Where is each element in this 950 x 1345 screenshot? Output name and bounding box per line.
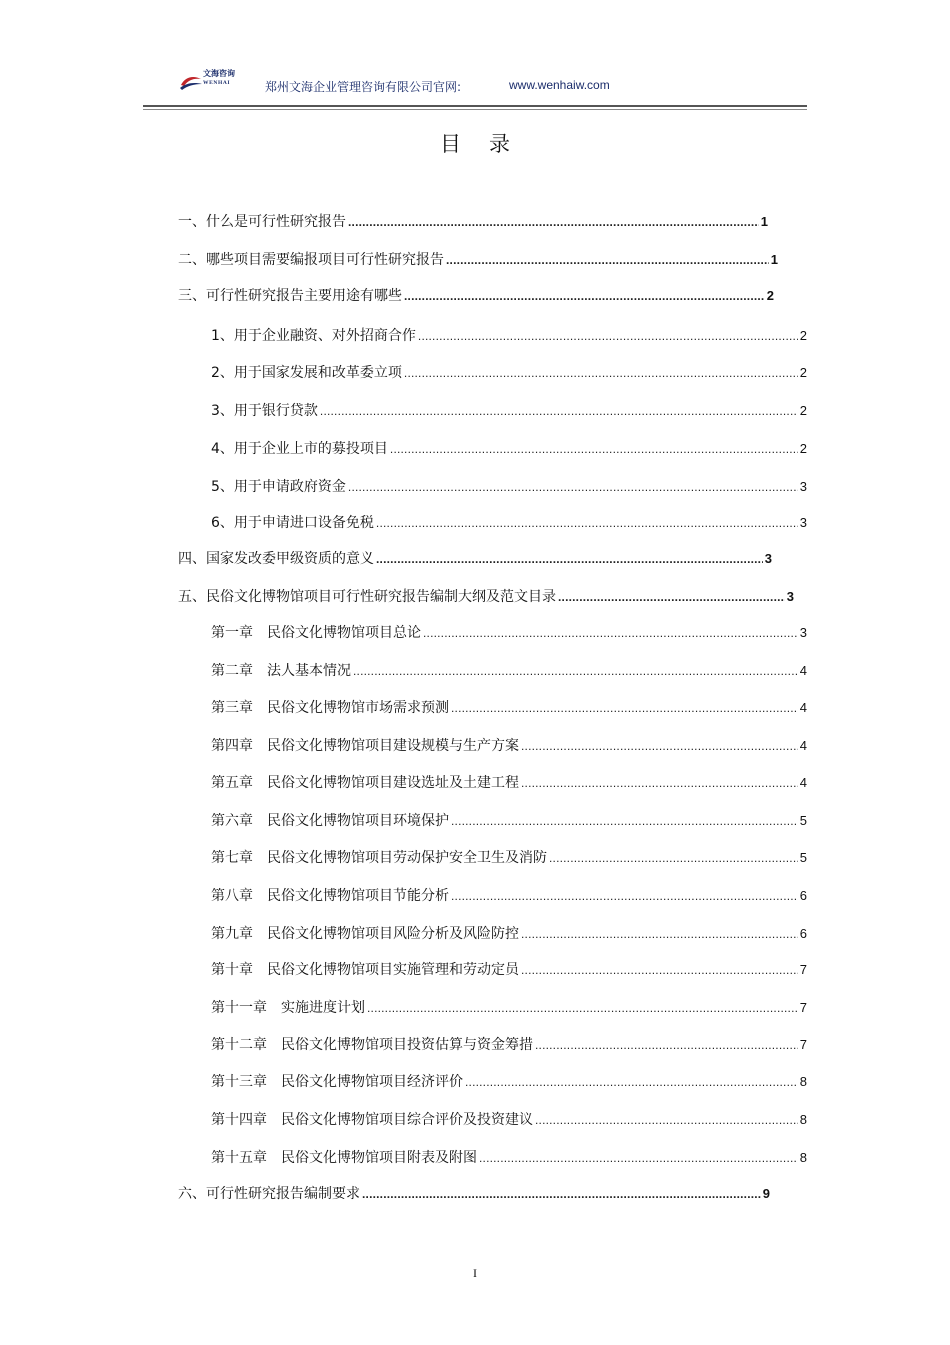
toc-entry-page: 8 xyxy=(799,1150,807,1165)
toc-entry[interactable] xyxy=(178,212,768,232)
toc-leader xyxy=(376,513,798,533)
toc-entry[interactable] xyxy=(178,1184,770,1204)
toc-entry-page: 7 xyxy=(799,1037,807,1052)
toc-entry[interactable] xyxy=(211,513,807,533)
logo-text-cn: 文海咨询 xyxy=(203,68,235,78)
toc-entry[interactable] xyxy=(211,363,807,383)
toc-leader xyxy=(404,363,798,383)
toc-entry-label: 第十四章 民俗文化博物馆项目综合评价及投资建议 xyxy=(211,1112,533,1128)
toc-entry-page: 7 xyxy=(799,962,807,977)
toc-leader xyxy=(451,698,798,718)
toc-entry[interactable] xyxy=(211,326,807,346)
company-name: 郑州文海企业管理咨询有限公司官网: xyxy=(265,80,462,94)
toc-leader xyxy=(353,661,798,681)
toc-entry-label: 第九章 民俗文化博物馆项目风险分析及风险防控 xyxy=(211,926,519,942)
toc-entry-label: 第十五章 民俗文化博物馆项目附表及附图 xyxy=(211,1150,477,1166)
toc-leader xyxy=(418,326,798,346)
page-title: 目录 xyxy=(440,132,538,156)
toc-leader xyxy=(521,773,798,793)
toc-entry-label: 第五章 民俗文化博物馆项目建设选址及土建工程 xyxy=(211,775,519,791)
toc-entry[interactable] xyxy=(178,587,794,607)
toc-leader xyxy=(521,924,798,944)
toc-leader xyxy=(465,1072,798,1092)
toc-entry[interactable] xyxy=(211,698,807,718)
toc-leader xyxy=(446,250,769,270)
toc-leader xyxy=(535,1110,798,1130)
toc-leader xyxy=(549,848,798,868)
toc-leader xyxy=(348,477,798,497)
toc-entry-label: 6、用于申请进口设备免税 xyxy=(211,515,374,531)
toc-entry-page: 2 xyxy=(799,441,807,456)
toc-entry-label: 第三章 民俗文化博物馆市场需求预测 xyxy=(211,700,449,716)
toc-entry[interactable] xyxy=(211,439,807,459)
toc-entry-label: 第四章 民俗文化博物馆项目建设规模与生产方案 xyxy=(211,738,519,754)
toc-entry-page: 2 xyxy=(766,288,774,303)
toc-entry-label: 六、可行性研究报告编制要求 xyxy=(178,1186,360,1202)
toc-entry-page: 4 xyxy=(799,663,807,678)
toc-entry[interactable] xyxy=(211,960,807,980)
toc-entry-page: 8 xyxy=(799,1074,807,1089)
toc-entry-label: 第十二章 民俗文化博物馆项目投资估算与资金筹措 xyxy=(211,1037,533,1053)
toc-leader xyxy=(558,587,785,607)
toc-entry-page: 7 xyxy=(799,1000,807,1015)
toc-entry-page: 3 xyxy=(786,589,794,604)
toc-entry[interactable] xyxy=(211,401,807,421)
toc-entry-label: 5、用于申请政府资金 xyxy=(211,479,346,495)
toc-entry-label: 一、什么是可行性研究报告 xyxy=(178,214,346,230)
toc-leader xyxy=(535,1035,798,1055)
toc-entry-page: 4 xyxy=(799,738,807,753)
toc-entry-label: 2、用于国家发展和改革委立项 xyxy=(211,365,402,381)
toc-entry-page: 2 xyxy=(799,365,807,380)
toc-entry-page: 2 xyxy=(799,403,807,418)
toc-leader xyxy=(367,998,798,1018)
toc-leader xyxy=(390,439,798,459)
toc-leader xyxy=(423,623,798,643)
toc-entry-label: 第一章 民俗文化博物馆项目总论 xyxy=(211,625,421,641)
toc-leader xyxy=(521,736,798,756)
toc-entry-page: 2 xyxy=(799,328,807,343)
toc-entry-label: 四、国家发改委甲级资质的意义 xyxy=(178,551,374,567)
toc-entry-page: 3 xyxy=(799,625,807,640)
toc-entry-label: 三、可行性研究报告主要用途有哪些 xyxy=(178,288,402,304)
toc-entry-page: 4 xyxy=(799,775,807,790)
toc-entry-label: 第十三章 民俗文化博物馆项目经济评价 xyxy=(211,1074,463,1090)
toc-entry[interactable] xyxy=(178,286,774,306)
logo-text-en: WENHAI xyxy=(203,80,231,86)
toc-entry-page: 3 xyxy=(764,551,772,566)
website-url: www.wenhaiw.com xyxy=(509,78,610,92)
toc-entry[interactable] xyxy=(211,1072,807,1092)
toc-entry-page: 9 xyxy=(762,1186,770,1201)
toc-entry-page: 4 xyxy=(799,700,807,715)
toc-entry-page: 3 xyxy=(799,515,807,530)
toc-entry[interactable] xyxy=(178,549,772,569)
toc-entry[interactable] xyxy=(211,1110,807,1130)
toc-entry-page: 8 xyxy=(799,1112,807,1127)
toc-entry-page: 5 xyxy=(799,850,807,865)
toc-entry[interactable] xyxy=(211,1148,807,1168)
toc-entry-page: 6 xyxy=(799,888,807,903)
toc-entry[interactable] xyxy=(211,1035,807,1055)
toc-entry-label: 4、用于企业上市的募投项目 xyxy=(211,441,388,457)
toc-entry-page: 1 xyxy=(770,252,778,267)
toc-entry-label: 第七章 民俗文化博物馆项目劳动保护安全卫生及消防 xyxy=(211,850,547,866)
toc-entry[interactable] xyxy=(211,811,807,831)
toc-entry[interactable] xyxy=(211,998,807,1018)
toc-entry-label: 第十章 民俗文化博物馆项目实施管理和劳动定员 xyxy=(211,962,519,978)
toc-entry-page: 3 xyxy=(799,479,807,494)
toc-entry-page: 6 xyxy=(799,926,807,941)
toc-leader xyxy=(320,401,798,421)
toc-leader xyxy=(376,549,763,569)
toc-entry[interactable] xyxy=(211,886,807,906)
toc-entry-label: 第二章 法人基本情况 xyxy=(211,663,351,679)
toc-entry-page: 5 xyxy=(799,813,807,828)
toc-entry-label: 第八章 民俗文化博物馆项目节能分析 xyxy=(211,888,449,904)
page-number: I xyxy=(473,1266,477,1280)
toc-entry-label: 二、哪些项目需要编报项目可行性研究报告 xyxy=(178,252,444,268)
toc-entry[interactable] xyxy=(211,477,807,497)
toc-leader xyxy=(404,286,765,306)
toc-leader xyxy=(451,811,798,831)
toc-entry-label: 3、用于银行贷款 xyxy=(211,403,318,419)
toc-entry-label: 五、民俗文化博物馆项目可行性研究报告编制大纲及范文目录 xyxy=(178,589,556,605)
toc-entry-label: 第六章 民俗文化博物馆项目环境保护 xyxy=(211,813,449,829)
toc-entry[interactable] xyxy=(211,623,807,643)
toc-entry[interactable] xyxy=(178,250,778,270)
toc-leader xyxy=(479,1148,798,1168)
toc-entry-page: 1 xyxy=(760,214,768,229)
toc-entry[interactable] xyxy=(211,773,807,793)
toc-leader xyxy=(362,1184,761,1204)
toc-entry[interactable] xyxy=(211,661,807,681)
toc-entry[interactable] xyxy=(211,736,807,756)
toc-leader xyxy=(521,960,798,980)
toc-entry-label: 第十一章 实施进度计划 xyxy=(211,1000,365,1016)
toc-entry[interactable] xyxy=(211,848,807,868)
toc-leader xyxy=(348,212,759,232)
toc-entry[interactable] xyxy=(211,924,807,944)
toc-leader xyxy=(451,886,798,906)
toc-entry-label: 1、用于企业融资、对外招商合作 xyxy=(211,328,416,344)
